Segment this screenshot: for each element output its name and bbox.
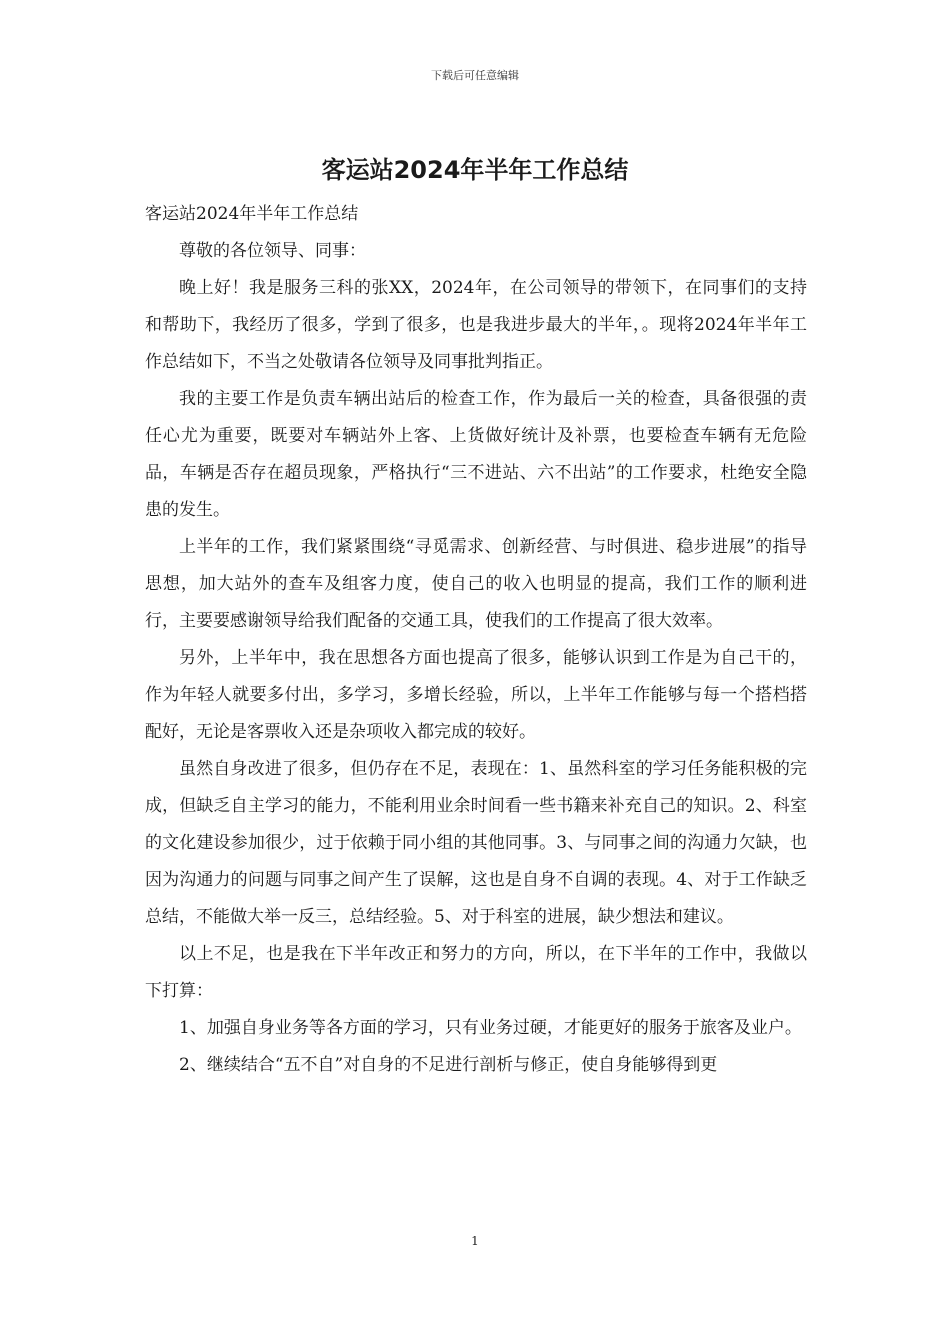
body-paragraph: 晚上好！我是服务三科的张XX，2024年，在公司领导的带领下，在同事们的支持和帮助下，我经历了很多，学到了很多，也是我进步最大的半年，。现将2024年半年工作总结如下，不当之处敬请各位领导及同事批判指正。	[145, 278, 807, 372]
body-salutation: 尊敬的各位领导、同事：	[179, 241, 366, 261]
body-paragraph: 以上不足，也是我在下半年改正和努力的方向，所以，在下半年的工作中，我做以下打算：	[145, 944, 807, 1001]
document-title: 客运站2024年半年工作总结	[321, 156, 629, 184]
document-body	[145, 196, 807, 1084]
body-subtitle: 客运站2024年半年工作总结	[145, 204, 359, 224]
body-paragraph: 1、加强自身业务等各方面的学习，只有业务过硬，才能更好的服务于旅客及业户。	[179, 1018, 802, 1038]
body-paragraph: 2、继续结合“五不自”对自身的不足进行剖析与修正，使自身能够得到更	[179, 1055, 718, 1075]
body-paragraph: 另外，上半年中，我在思想各方面也提高了很多，能够认识到工作是为自己干的，作为年轻人就要多付出，多学习，多增长经验，所以，上半年工作能够与每一个搭档搭配好，无论是客票收入还是杂项收入都完成的较好。	[145, 648, 807, 742]
page-header-note: 下载后可任意编辑	[431, 69, 519, 82]
body-paragraph: 上半年的工作，我们紧紧围绕“寻觅需求、创新经营、与时俱进、稳步进展”的指导思想，加大站外的查车及组客力度，使自己的收入也明显的提高，我们工作的顺利进行，主要要感谢领导给我们配备的交通工具，使我们的工作提高了很大效率。	[145, 537, 807, 631]
body-paragraph: 我的主要工作是负责车辆出站后的检查工作，作为最后一关的检查，具备很强的责任心尤为重要，既要对车辆站外上客、上货做好统计及补票，也要检查车辆有无危险品，车辆是否存在超员现象，严格执行“三不进站、六不出站”的工作要求，杜绝安全隐患的发生。	[145, 389, 807, 520]
page-number: 1	[471, 1234, 479, 1248]
body-paragraph: 虽然自身改进了很多，但仍存在不足，表现在：1、虽然科室的学习任务能积极的完成，但缺乏自主学习的能力，不能利用业余时间看一些书籍来补充自己的知识。2、科室的文化建设参加很少，过于依赖于同小组的其他同事。3、与同事之间的沟通力欠缺，也因为沟通力的问题与同事之间产生了误解，这也是自身不自调的表现。4、对于工作缺乏总结，不能做大举一反三，总结经验。5、对于科室的进展，缺少想法和建议。	[145, 759, 807, 927]
